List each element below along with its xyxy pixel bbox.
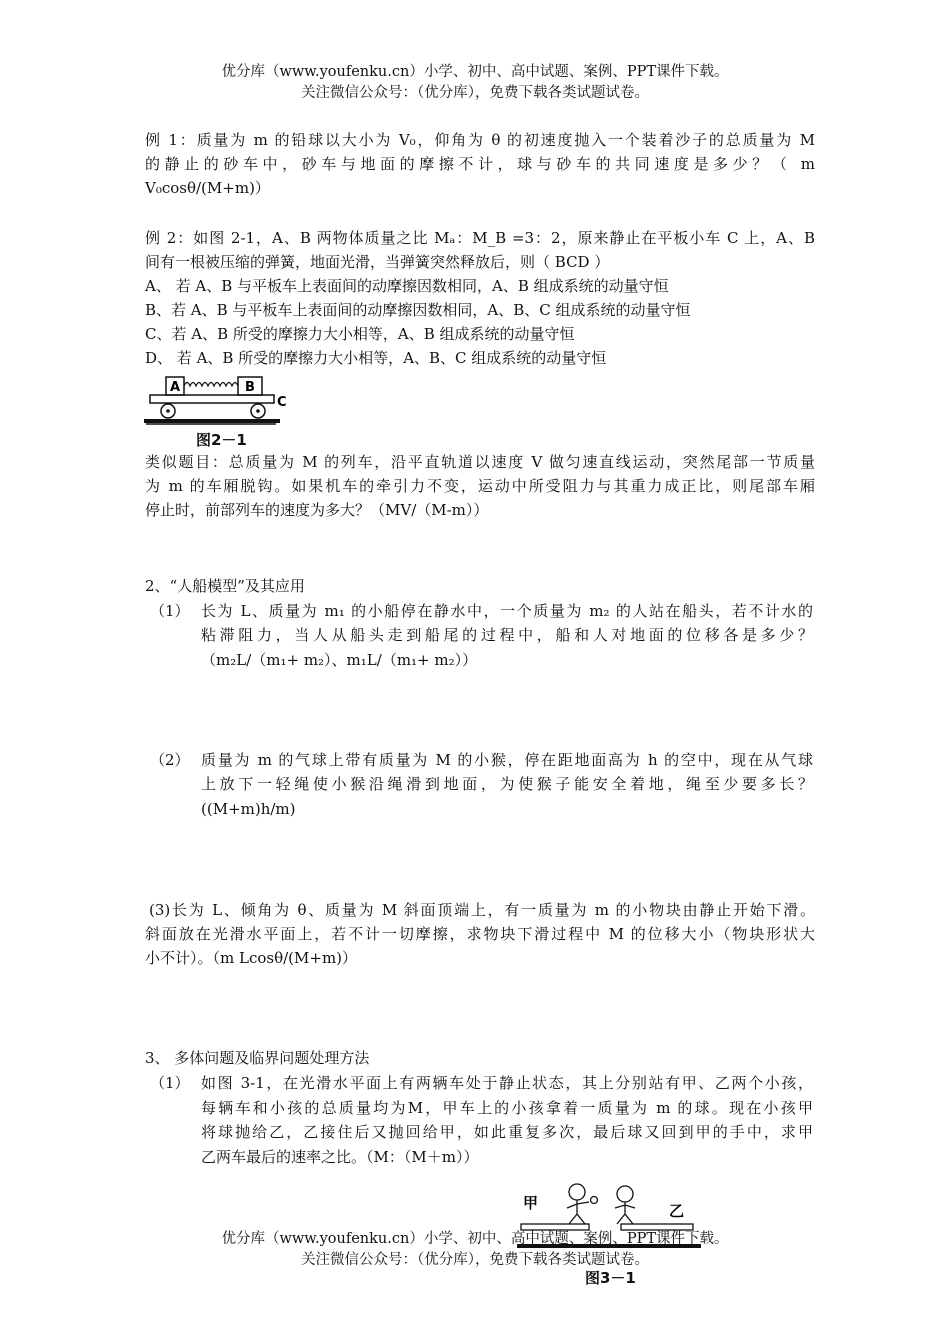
- section2-item1-line1: 长为 L、质量为 m₁ 的小船停在静水中，一个质量为 m₂ 的人站在船头，若不计水的: [201, 602, 813, 620]
- section2-title: 2、“人船模型”及其应用: [145, 577, 305, 595]
- similar-line3: 停止时，前部列车的速度为多大？（MV/（M-m））: [145, 501, 489, 519]
- section3-title: 3、 多体问题及临界问题处理方法: [145, 1049, 370, 1067]
- section2-item1-line2: 粘滞阻力，当人从船头走到船尾的过程中，船和人对地面的位移各是多少？: [201, 626, 813, 644]
- section3-item1-line3: 将球抛给乙，乙接住后又抛回给甲，如此重复多次，最后球又回到甲的手中，求甲: [201, 1123, 813, 1141]
- section2-item2-line1: 质量为 m 的气球上带有质量为 M 的小猴，停在距地面高为 h 的空中，现在从气球: [201, 751, 813, 769]
- child-jia-icon: [567, 1184, 598, 1224]
- block-a-label: A: [169, 380, 181, 395]
- cart-c-label: C: [277, 395, 287, 410]
- spring-icon: [184, 383, 238, 387]
- child-jia-label: 甲: [523, 1194, 539, 1212]
- block-b-label: B: [245, 380, 255, 395]
- section2-item2-line2: 上放下一轻绳使小猴沿绳滑到地面，为使猴子能安全着地，绳至少要多长？: [201, 775, 813, 793]
- page-header-line1: 优分库（www.youfenku.cn）小学、初中、高中试题、案例、PPT课件下载。: [221, 64, 729, 80]
- section3-item1-line2: 每辆车和小孩的总质量均为M，甲车上的小孩拿着一质量为 m 的球。现在小孩甲: [201, 1099, 813, 1117]
- section3-item1-line4: 乙两车最后的速率之比。（M：（M＋m））: [201, 1148, 479, 1166]
- similar-line2: 为 m 的车厢脱钩。如果机车的牵引力不变，运动中所受阻力与其重力成正比，则尾部车厢: [145, 477, 815, 495]
- figure-3-1-caption: 图3－1: [585, 1269, 636, 1287]
- page-footer-line1: 优分库（www.youfenku.cn）小学、初中、高中试题、案例、PPT课件下载。: [221, 1231, 729, 1247]
- figure-2-1-diagram: [140, 370, 300, 430]
- cart-plate-icon: [150, 395, 274, 403]
- example1-line2: 的静止的砂车中，砂车与地面的摩擦不计，球与砂车的共同速度是多少？（ m: [145, 155, 815, 173]
- figure-2-1-caption: 图2－1: [196, 431, 247, 449]
- section2-item3-line2: 斜面放在光滑水平面上，若不计一切摩擦，求物块下滑过程中 M 的位移大小（物块形状大: [145, 925, 815, 943]
- example2-option-b: B、若 A、B 与平板车上表面间的动摩擦因数相同，A、B、C 组成系统的动量守恒: [145, 301, 691, 319]
- section2-item3-line3: 小不计）。（m Lcosθ/(M+m)）: [145, 949, 358, 967]
- example2-line1: 例 2：如图 2-1，A、B 两物体质量之比 Mₐ：M_B =3：2，原来静止在平板小车 C 上，A、B: [145, 229, 815, 247]
- example2-option-a: A、 若 A、B 与平板车上表面间的动摩擦因数相同，A、B 组成系统的动量守恒: [145, 277, 669, 295]
- page-header-line2: 关注微信公众号：（优分库），免费下载各类试题试卷。: [301, 85, 649, 101]
- example2-option-d: D、 若 A、B 所受的摩擦力大小相等，A、B、C 组成系统的动量守恒: [145, 349, 607, 367]
- example1-line1: 例 1：质量为 m 的铅球以大小为 V₀，仰角为 θ 的初速度抛入一个装着沙子的总质量为 M: [145, 131, 815, 149]
- section2-item2-line3: ((M+m)h/m): [201, 800, 296, 818]
- example1-line3: V₀cosθ/(M+m)）: [145, 179, 270, 197]
- similar-line1: 类似题目：总质量为 M 的列车，沿平直轨道以速度 V 做匀速直线运动，突然尾部一节质量: [145, 453, 815, 471]
- example2-option-c: C、若 A、B 所受的摩擦力大小相等，A、B 组成系统的动量守恒: [145, 325, 575, 343]
- section2-item1-number: （1）: [150, 602, 190, 620]
- child-yi-label: 乙: [669, 1202, 685, 1220]
- section3-item1-number: （1）: [150, 1074, 190, 1092]
- page-footer-line2: 关注微信公众号：（优分库），免费下载各类试题试卷。: [301, 1252, 649, 1268]
- section3-item1-line1: 如图 3-1，在光滑水平面上有两辆车处于静止状态，其上分别站有甲、乙两个小孩，: [201, 1074, 813, 1092]
- section2-item1-line3: （m₂L/（m₁+ m₂）、m₁L/（m₁+ m₂））: [201, 651, 478, 669]
- section2-item3-line1: (3)长为 L、倾角为 θ、质量为 M 斜面顶端上，有一质量为 m 的小物块由静止开始下滑。: [149, 901, 815, 919]
- section2-item2-number: （2）: [150, 751, 190, 769]
- example2-line2: 间有一根被压缩的弹簧，地面光滑，当弹簧突然释放后，则（ BCD ）: [145, 253, 610, 271]
- child-yi-icon: [615, 1186, 635, 1224]
